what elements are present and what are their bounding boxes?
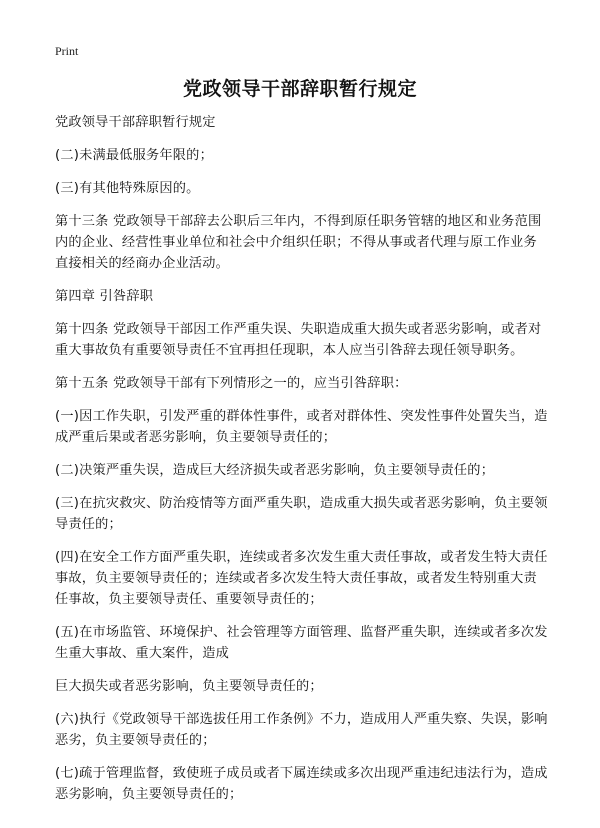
list-item: (五)在市场监管、环境保护、社会管理等方面管理、监督严重失职，连续或者多次发生重大事故、重大案件，造成 xyxy=(55,625,548,661)
list-item: (三)在抗灾救灾、防治疫情等方面严重失职，造成重大损失或者恶劣影响，负主要领导责任的； xyxy=(55,496,548,532)
print-link[interactable]: Print xyxy=(55,44,79,58)
article-15: 第十五条 党政领导干部有下列情形之一的，应当引咎辞职： xyxy=(55,376,408,391)
list-item: (一)因工作失职，引发严重的群体性事件，或者对群体性、突发性事件处置失当，造成严重后果或者恶劣影响，负主要领导责任的； xyxy=(55,409,548,445)
paragraph: (二)未满最低服务年限的； xyxy=(55,148,213,163)
list-item: (六)执行《党政领导干部选拔任用工作条例》不力，造成用人严重失察、失误，影响恶劣，负主要领导责任的； xyxy=(55,712,548,748)
chapter-heading: 第四章 引咎辞职 xyxy=(55,289,154,304)
article-13: 第十三条 党政领导干部辞去公职后三年内，不得到原任职务管辖的地区和业务范围内的企业、经营性事业单位和社会中介组织任职；不得从事或者代理与原工作业务直接相关的经商办企业活动。 xyxy=(55,214,542,271)
list-item: (二)决策严重失误，造成巨大经济损失或者恶劣影响，负主要领导责任的； xyxy=(55,463,495,478)
paragraph: (三)有其他特殊原因的。 xyxy=(55,181,200,196)
document-body xyxy=(55,112,550,817)
list-item: (七)疏于管理监督，致使班子成员或者下属连续或多次出现严重违纪违法行为，造成恶劣影响，负主要领导责任的； xyxy=(55,766,548,802)
page-title: 党政领导干部辞职暂行规定 xyxy=(182,78,417,100)
doc-subtitle: 党政领导干部辞职暂行规定 xyxy=(55,115,216,130)
list-item-continuation: 巨大损失或者恶劣影响，负主要领导责任的； xyxy=(55,679,323,694)
list-item: (四)在安全工作方面严重失职，连续或者多次发生重大责任事故，或者发生特大责任事故，负主要领导责任的；连续或者多次发生特大责任事故，或者发生特别重大责任事故，负主要领导责任、重要领导责任的； xyxy=(55,550,548,607)
article-14: 第十四条 党政领导干部因工作严重失误、失职造成重大损失或者恶劣影响，或者对重大事故负有重要领导责任不宜再担任现职，本人应当引咎辞去现任领导职务。 xyxy=(55,322,542,358)
